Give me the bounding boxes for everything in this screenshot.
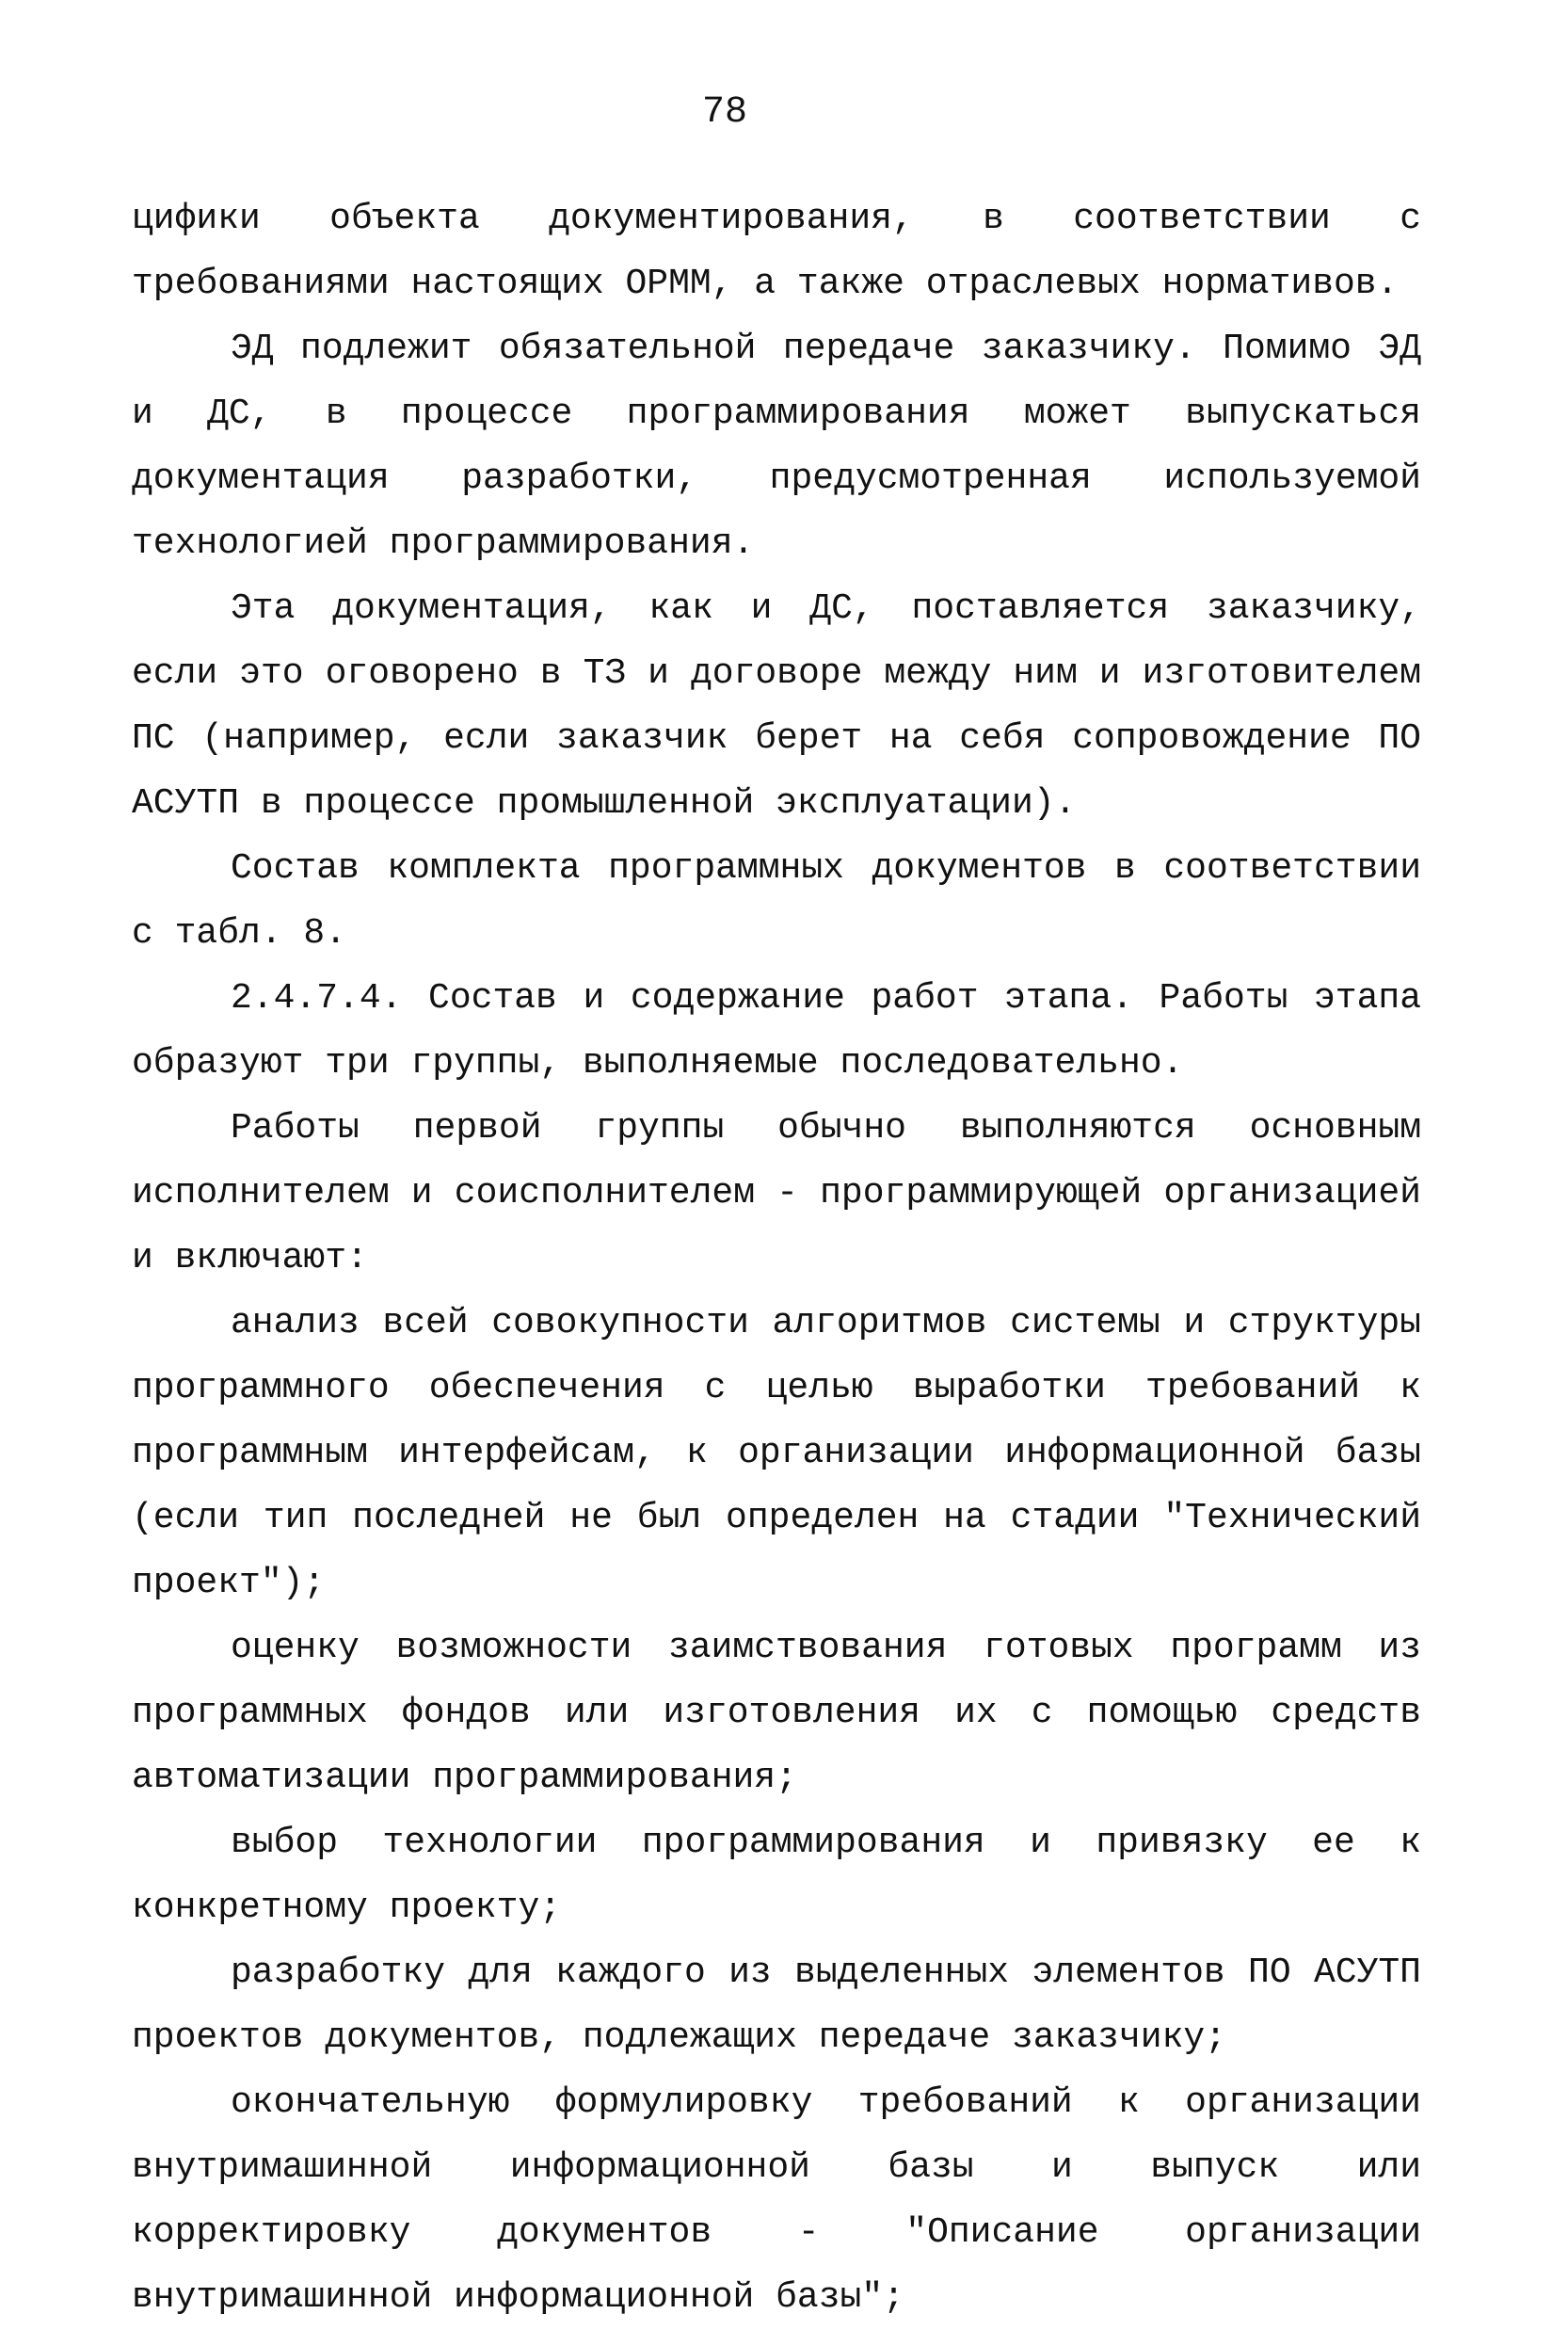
list-item-database-requirements: окончательную формулировку требований к организации внутримашинной информационной базы и выпуск или корректировку документов - "Описание организации внутримашинной информационной базы"; [132,2082,1421,2318]
body-text [132,186,1421,2330]
list-item-algorithm-analysis: анализ всей совокупности алгоритмов системы и структуры программного обеспечения с целью выработки требований к программным интерфейсам, к организации информационной базы (если тип последней не был определен на стадии "Технический проект"); [132,1303,1421,1603]
list-item-technology-choice: выбор технологии программирования и привязку ее к конкретному проекту; [132,1823,1421,1928]
paragraph-continuation: цифики объекта документирования, в соответствии с требованиями настоящих ОРММ, а также отраслевых нормативов. [132,199,1421,304]
paragraph-ed-transfer: ЭД подлежит обязательной передаче заказчику. Помимо ЭД и ДС, в процессе программирования может выпускаться документация разработки, предусмотренная используемой технологией программирования. [132,329,1421,564]
paragraph-document-set: Состав комплекта программных документов в соответствии с табл. 8. [132,848,1421,954]
list-item-program-reuse: оценку возможности заимствования готовых программ из программных фондов или изготовления их с помощью средств автоматизации программирования; [132,1628,1421,1798]
paragraph-documentation-supply: Эта документация, как и ДС, поставляется заказчику, если это оговорено в ТЗ и договоре между ним и изготовителем ПС (например, если заказчик берет на себя сопровождение ПО АСУТП в процессе промышленной эксплуатации). [132,588,1421,824]
list-item-document-drafts: разработку для каждого из выделенных элементов ПО АСУТП проектов документов, подлежащих передаче заказчику; [132,1952,1421,2058]
section-heading-2-4-7-4: 2.4.7.4. Состав и содержание работ этапа. Работы этапа образуют три группы, выполняемые последовательно. [132,978,1421,1084]
paragraph-first-group: Работы первой группы обычно выполняются основным исполнителем и соисполнителем - программирующей организацией и включают: [132,1108,1421,1278]
page-number: 78 [701,91,747,134]
